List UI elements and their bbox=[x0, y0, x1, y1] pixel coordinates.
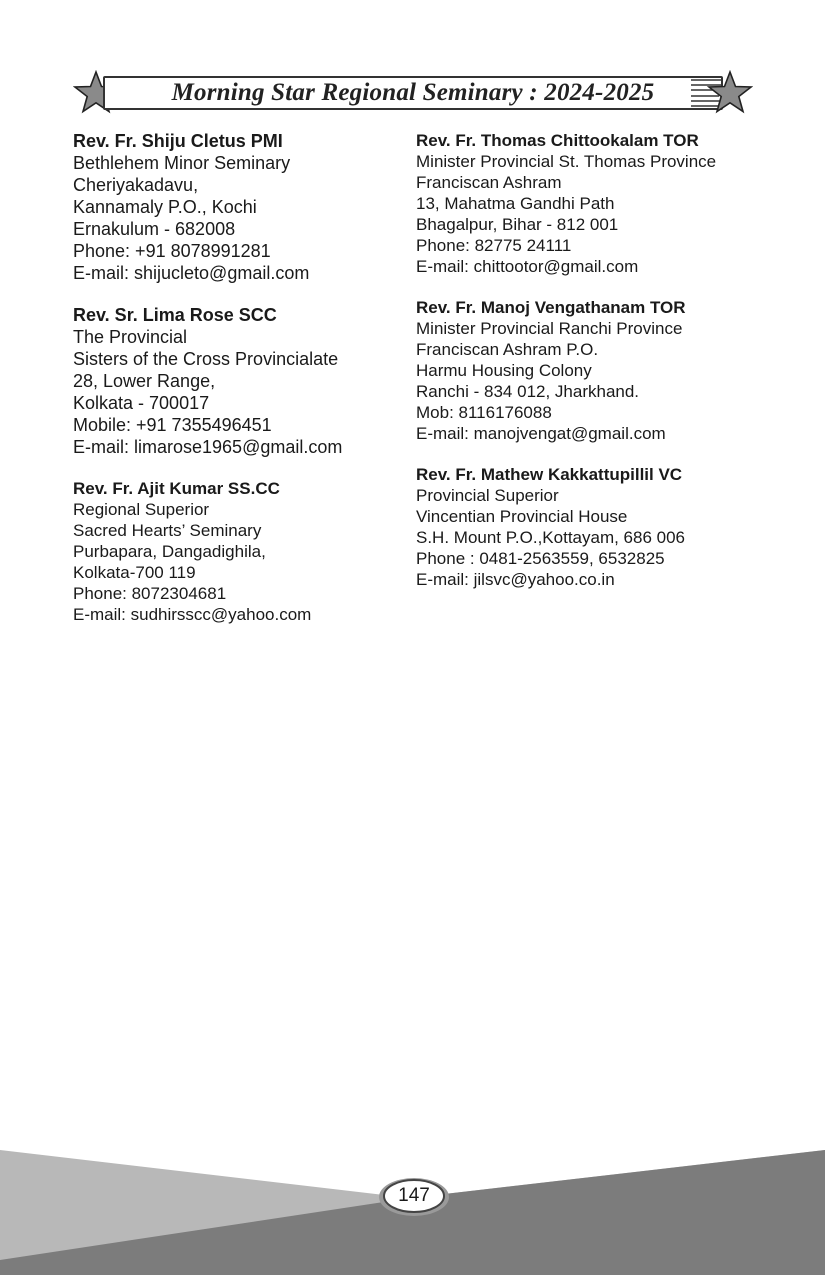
contact-line: Franciscan Ashram P.O. bbox=[416, 340, 599, 359]
contact-entry bbox=[416, 297, 776, 444]
contact-line: 13, Mahatma Gandhi Path bbox=[416, 194, 615, 213]
left-column bbox=[73, 130, 393, 645]
contact-phone: Phone: +91 8078991281 bbox=[73, 241, 271, 261]
contact-name: Rev. Fr. Shiju Cletus PMI bbox=[73, 131, 283, 151]
right-column bbox=[416, 130, 776, 610]
contact-name: Rev. Fr. Ajit Kumar SS.CC bbox=[73, 479, 280, 498]
contact-name: Rev. Sr. Lima Rose SCC bbox=[73, 305, 277, 325]
contact-line: Minister Provincial Ranchi Province bbox=[416, 319, 683, 338]
contact-phone: Phone: 8072304681 bbox=[73, 584, 227, 603]
contact-name: Rev. Fr. Thomas Chittookalam TOR bbox=[416, 131, 699, 150]
contact-line: Minister Provincial St. Thomas Province bbox=[416, 152, 717, 171]
contact-entry bbox=[73, 478, 393, 625]
contact-name: Rev. Fr. Mathew Kakkattupillil VC bbox=[416, 465, 683, 484]
contact-email: E-mail: chittootor@gmail.com bbox=[416, 257, 639, 276]
contact-line: Sacred Hearts’ Seminary bbox=[73, 521, 262, 540]
contact-email: E-mail: jilsvc@yahoo.co.in bbox=[416, 570, 615, 589]
contact-email: E-mail: manojvengat@gmail.com bbox=[416, 424, 666, 443]
contact-email: E-mail: shijucleto@gmail.com bbox=[73, 263, 310, 283]
contact-line: Purbapara, Dangadighila, bbox=[73, 542, 266, 561]
contact-entry bbox=[73, 130, 393, 284]
contact-email: E-mail: limarose1965@gmail.com bbox=[73, 437, 343, 457]
contact-phone: Mobile: +91 7355496451 bbox=[73, 415, 272, 435]
contact-entry bbox=[73, 304, 393, 458]
contact-line: Bethlehem Minor Seminary bbox=[73, 153, 291, 173]
contact-line: Vincentian Provincial House bbox=[416, 507, 628, 526]
contact-phone: Phone: 82775 24111 bbox=[416, 236, 572, 255]
contact-entry bbox=[416, 464, 776, 590]
contact-line: Kolkata - 700017 bbox=[73, 393, 210, 413]
contact-phone: Phone : 0481-2563559, 6532825 bbox=[416, 549, 665, 568]
contact-name: Rev. Fr. Manoj Vengathanam TOR bbox=[416, 298, 686, 317]
contact-line: Kannamaly P.O., Kochi bbox=[73, 197, 257, 217]
contact-line: Regional Superior bbox=[73, 500, 210, 519]
contact-email: E-mail: sudhirsscc@yahoo.com bbox=[73, 605, 312, 624]
contact-line: Cheriyakadavu, bbox=[73, 175, 199, 195]
contact-line: Sisters of the Cross Provincialate bbox=[73, 349, 339, 369]
contact-line: Ernakulum - 682008 bbox=[73, 219, 236, 239]
contact-phone: Mob: 8116176088 bbox=[416, 403, 552, 422]
contact-line: The Provincial bbox=[73, 327, 188, 347]
contact-line: Harmu Housing Colony bbox=[416, 361, 592, 380]
contact-line: S.H. Mount P.O.,Kottayam, 686 006 bbox=[416, 528, 686, 547]
page-number-badge bbox=[378, 1176, 450, 1218]
page-header bbox=[73, 70, 753, 118]
contact-entry bbox=[416, 130, 776, 277]
contact-line: Ranchi - 834 012, Jharkhand. bbox=[416, 382, 640, 401]
contact-line: Provincial Superior bbox=[416, 486, 559, 505]
star-icon bbox=[683, 70, 753, 116]
page-number: 147 bbox=[398, 1185, 430, 1206]
contact-line: Bhagalpur, Bihar - 812 001 bbox=[416, 215, 619, 234]
contact-line: 28, Lower Range, bbox=[73, 371, 216, 391]
contact-line: Franciscan Ashram bbox=[416, 173, 562, 192]
page-title: Morning Star Regional Seminary : 2024-2025 bbox=[171, 79, 655, 106]
contact-line: Kolkata-700 119 bbox=[73, 563, 196, 582]
